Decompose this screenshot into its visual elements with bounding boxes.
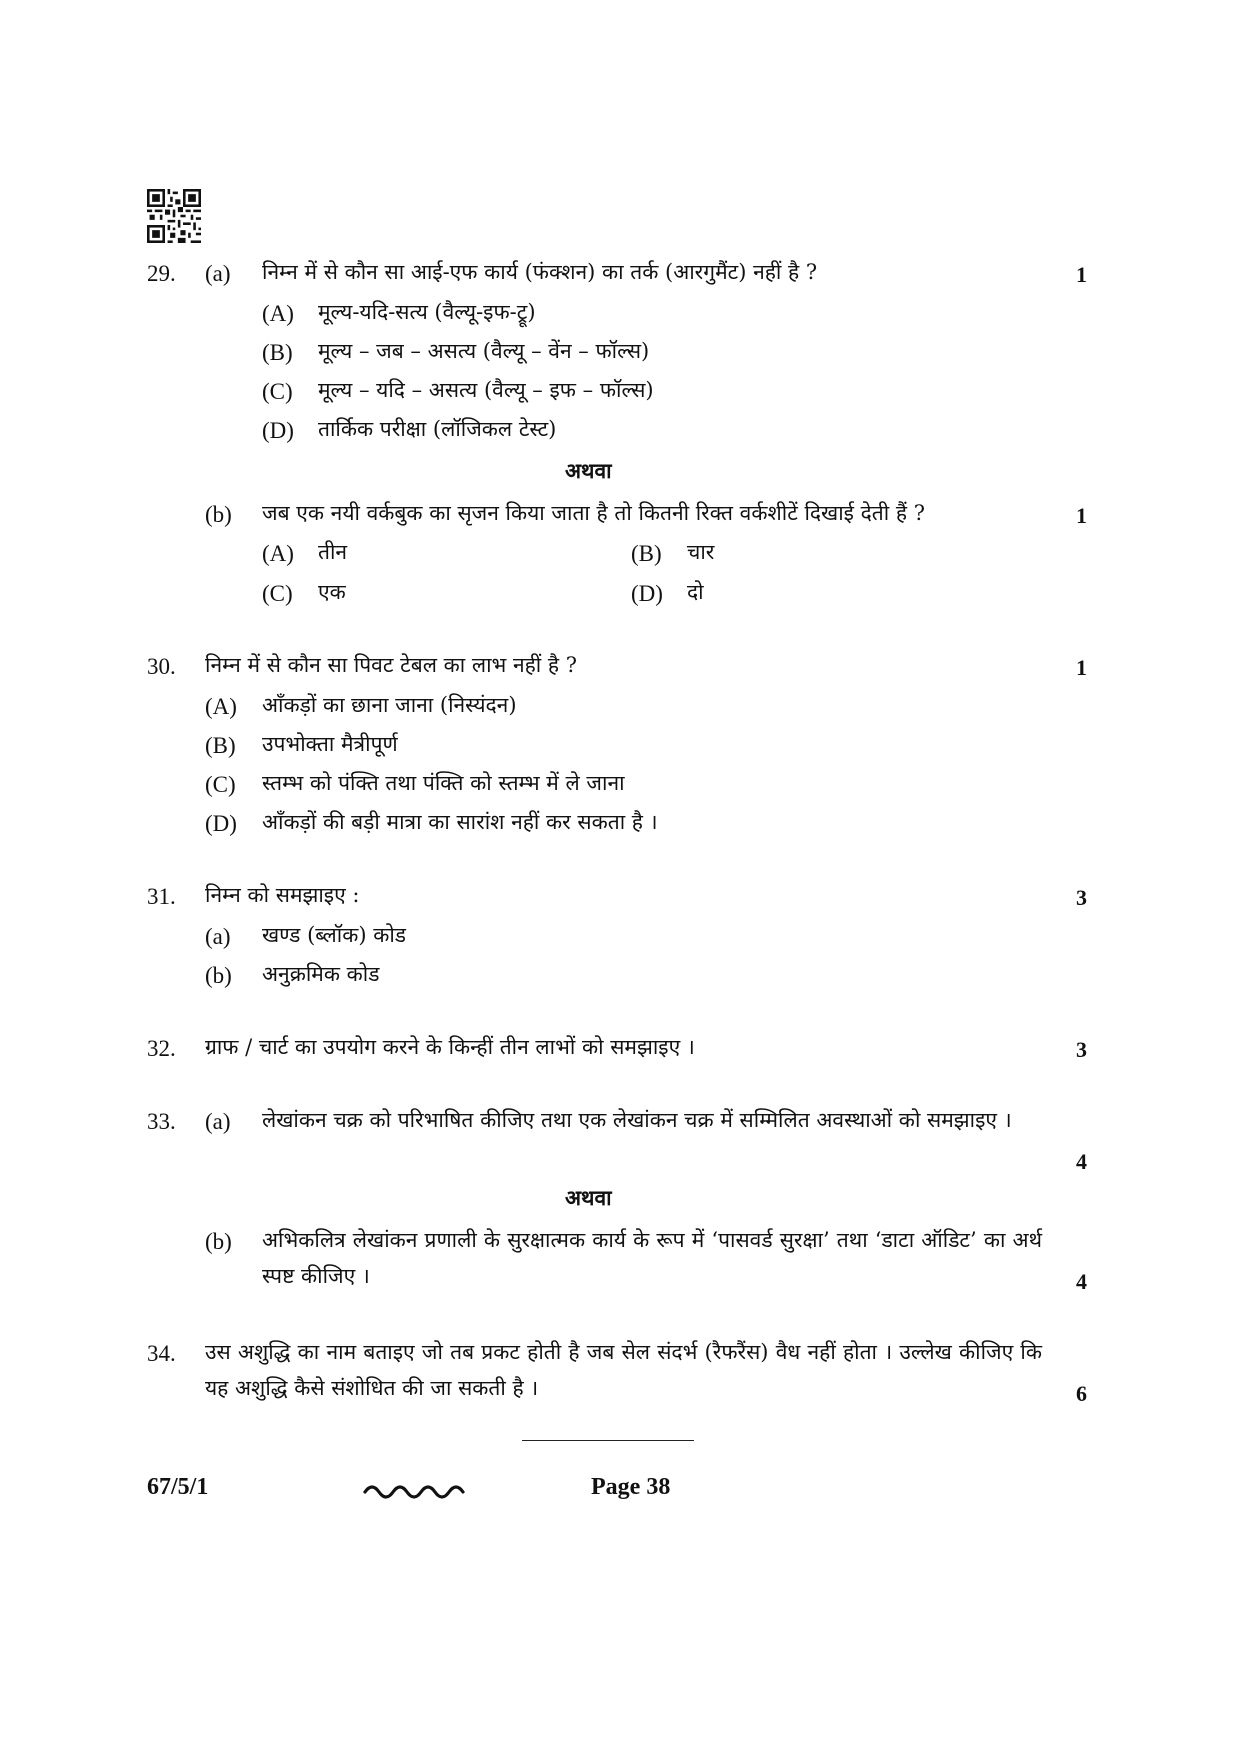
marks: 4: [1076, 1269, 1087, 1294]
option-label: (D): [205, 811, 237, 836]
option-label: (A): [262, 541, 294, 566]
marks: 1: [1076, 503, 1087, 528]
option-label: (B): [631, 541, 662, 566]
question-text: निम्न को समझाइए :: [205, 883, 360, 907]
question-number: 30.: [147, 654, 176, 679]
marks: 6: [1076, 1381, 1087, 1406]
question-text: ग्राफ / चार्ट का उपयोग करने के किन्हीं तीन लाभों को समझाइए ।: [205, 1035, 695, 1059]
option-text: चार: [687, 540, 715, 564]
page-number: Page 38: [591, 1474, 671, 1500]
question-text: अभिकलित्र लेखांकन प्रणाली के सुरक्षात्मक कार्य के रूप में ‘पासवर्ड सुरक्षा’ तथा ‘डाटा ऑडिट’ का अर्थ स्पष्ट कीजिए ।: [262, 1228, 1042, 1288]
part-label: (b): [205, 502, 232, 527]
or-divider: अथवा: [565, 1185, 612, 1210]
question-number: 34.: [147, 1341, 176, 1366]
part-text: खण्ड (ब्लॉक) कोड: [262, 923, 407, 947]
option-label: (D): [631, 581, 663, 606]
footer-rule: [522, 1440, 694, 1441]
part-label: (a): [205, 924, 231, 949]
marks: 4: [1076, 1149, 1087, 1174]
part-label: (b): [205, 1229, 232, 1254]
question-number: 31.: [147, 884, 176, 909]
part-label: (a): [205, 261, 231, 286]
option-text: मूल्य – यदि – असत्य (वैल्यू – इफ – फॉल्स): [318, 378, 654, 402]
question-number: 33.: [147, 1109, 176, 1134]
option-label: (A): [262, 301, 294, 326]
question-text: जब एक नयी वर्कबुक का सृजन किया जाता है तो कितनी रिक्त वर्कशीटें दिखाई देती हैं ?: [262, 501, 925, 525]
question-text: उस अशुद्धि का नाम बताइए जो तब प्रकट होती है जब सेल संदर्भ (रैफरैंस) वैध नहीं होता । उल्लेख कीजिए कि यह अशुद्धि कैसे संशोधित की जा सकती है ।: [205, 1340, 1042, 1400]
qr-code-icon: [147, 189, 201, 243]
option-label: (A): [205, 694, 237, 719]
marks: 3: [1076, 1037, 1087, 1062]
option-label: (B): [262, 340, 293, 365]
option-text: स्तम्भ को पंक्ति तथा पंक्ति को स्तम्भ में ले जाना: [262, 771, 625, 795]
question-text: लेखांकन चक्र को परिभाषित कीजिए तथा एक लेखांकन चक्र में सम्मिलित अवस्थाओं को समझाइए ।: [262, 1108, 1012, 1132]
marks: 1: [1076, 655, 1087, 680]
option-text: आँकड़ों की बड़ी मात्रा का सारांश नहीं कर सकता है ।: [262, 810, 658, 834]
or-divider: अथवा: [565, 458, 612, 483]
wave-ornament-icon: [362, 1479, 470, 1499]
marks: 3: [1076, 885, 1087, 910]
option-label: (D): [262, 418, 294, 443]
option-text: उपभोक्ता मैत्रीपूर्ण: [262, 732, 398, 756]
option-label: (C): [205, 772, 236, 797]
question-text: निम्न में से कौन सा आई-एफ कार्य (फंक्शन) का तर्क (आरगुमैंट) नहीं है ?: [262, 260, 818, 284]
option-text: तीन: [318, 540, 348, 564]
option-text: दो: [687, 580, 704, 604]
option-label: (C): [262, 379, 293, 404]
marks: 1: [1076, 262, 1087, 287]
question-number: 29.: [147, 261, 176, 286]
part-text: अनुक्रमिक कोड: [262, 962, 380, 986]
option-label: (B): [205, 733, 236, 758]
question-text: निम्न में से कौन सा पिवट टेबल का लाभ नहीं है ?: [205, 653, 577, 677]
option-text: आँकड़ों का छाना जाना (निस्यंदन): [262, 693, 517, 717]
option-text: मूल्य – जब – असत्य (वैल्यू – वेंन – फॉल्स): [318, 339, 650, 363]
paper-code: 67/5/1: [147, 1474, 209, 1500]
option-text: मूल्य-यदि-सत्य (वैल्यू-इफ-ट्रू): [318, 300, 536, 324]
question-number: 32.: [147, 1036, 176, 1061]
option-text: तार्किक परीक्षा (लॉजिकल टेस्ट): [318, 417, 557, 441]
option-label: (C): [262, 581, 293, 606]
part-label: (a): [205, 1109, 231, 1134]
option-text: एक: [318, 580, 346, 604]
part-label: (b): [205, 963, 232, 988]
